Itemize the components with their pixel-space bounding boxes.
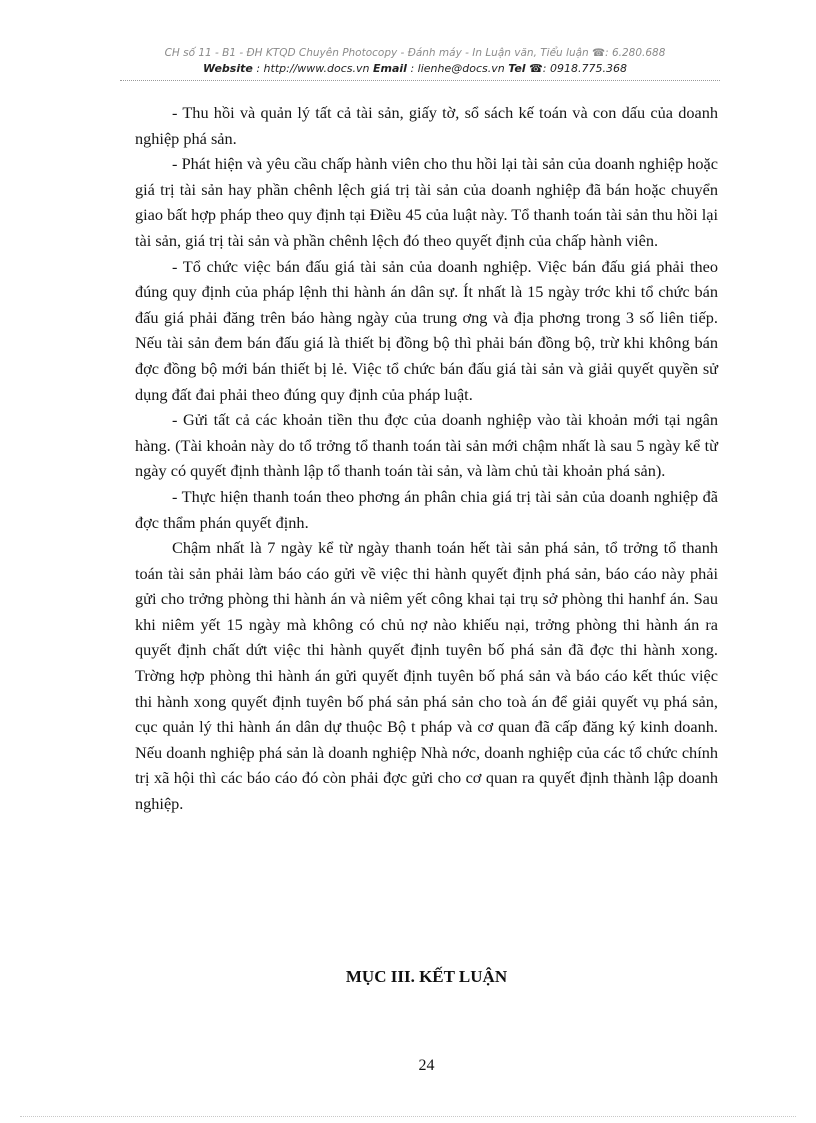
page-header: [110, 46, 720, 76]
paragraph: Chậm nhất là 7 ngày kể từ ngày thanh toán hết tài sản phá sản, tổ trởng tổ thanh toán tài sản phải làm báo cáo gửi về việc thi hành quyết định phá sản, báo cáo này phải gửi cho trởng phòng thi hành án và niêm yết công khai tại trụ sở phòng thi hanhf án. Sau khi niêm yết 15 ngày mà không có chủ nợ nào khiếu nại, trởng phòng thi hành án ra quyết định chất dứt việc thi hành quyết định tuyên bố phá sản đã đợc thi hành xong. Trờng hợp phòng thi hành án gửi quyết định tuyên bố phá sản và báo cáo kết thúc việc thi hành xong quyết định tuyên bố phá sản phá sản cho toà án để giải quyết vụ phá sản, cục quản lý thi hành án dân dự thuộc Bộ t pháp và cơ quan đã cấp đăng ký kinh doanh. Nếu doanh nghiệp phá sản là doanh nghiệp Nhà nớc, doanh nghiệp của các tổ chức chính trị xã hội thì các báo cáo đó còn phải đợc gửi cho cơ quan ra quyết định thành lập doanh nghiệp.: [135, 538, 718, 814]
paragraph: - Gửi tất cả các khoản tiền thu đợc của doanh nghiệp vào tài khoản mới tại ngân hàng. (Tài khoản này do tổ trởng tổ thanh toán tài sản mới chậm nhất là sau 5 ngày kể từ ngày có quyết định thành lập tổ thanh toán tài sản, và làm chủ tài khoản phá sản).: [135, 410, 718, 481]
paragraph: - Thực hiện thanh toán theo phơng án phân chia giá trị tài sản của doanh nghiệp đã đợc thẩm phán quyết định.: [135, 486, 718, 532]
header-divider: [120, 80, 720, 81]
header-line-2: [110, 61, 720, 76]
tel-value: ☎: 0918.775.368: [529, 62, 627, 75]
page-number: 24: [418, 1057, 435, 1074]
page-bottom-divider: [20, 1116, 796, 1117]
website-label: Website: [203, 62, 253, 75]
paragraph: - Thu hồi và quản lý tất cả tài sản, giấy tờ, sổ sách kế toán và con dấu của doanh nghiệp phá sản.: [135, 103, 718, 148]
email-value[interactable]: : lienhe@docs.vn: [410, 62, 505, 75]
website-value[interactable]: : http://www.docs.vn: [256, 62, 370, 75]
paragraph: - Tổ chức việc bán đấu giá tài sản của doanh nghiệp. Việc bán đấu giá phải theo đúng quy định của pháp lệnh thi hành án dân sự. Ít nhất là 15 ngày trớc khi tổ chức bán đấu giá phải đăng trên báo hàng ngày của trung ơng và địa phơng trong 3 số liên tiếp. Nếu tài sản đem bán đấu giá là thiết bị đồng bộ thì phải bán đồng bộ, trừ khi không bán đợc đồng bộ mới bán thiết bị lẻ. Việc tổ chức bán đấu giá tài sản và giải quyết quyền sử dụng đất đai phải theo đúng quy định của pháp luật.: [135, 256, 718, 404]
email-label: Email: [373, 62, 407, 75]
paragraph: - Phát hiện và yêu cầu chấp hành viên cho thu hồi lại tài sản của doanh nghiệp hoặc giá trị tài sản hay phần chênh lệch giá trị tài sản của doanh nghiệp đã bán hoặc chuyển giao bất hợp pháp theo quy định tại Điều 45 của luật này. Tổ thanh toán tài sản thu hồi lại tài sản, giá trị tài sản và phần chênh lệch đó theo quyết định của chấp hành viên.: [135, 154, 718, 250]
section-heading: MỤC III. KẾT LUẬN: [345, 967, 508, 986]
tel-label: Tel: [508, 62, 526, 75]
header-line-1: CH số 11 - B1 - ĐH KTQD Chuyên Photocopy - Đánh máy - In Luận văn, Tiểu luận ☎: 6.280.688: [164, 47, 666, 59]
document-body: [135, 100, 718, 817]
